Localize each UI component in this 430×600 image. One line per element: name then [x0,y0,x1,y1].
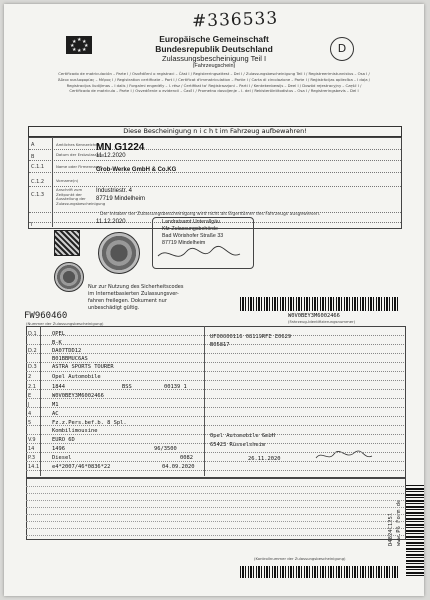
language-line: Certificado de matrícula – Parte I / Osvedčenie o evidencii – Časť I / Prometno dovoljenje – I. del / Rekisteröintitodistus – Osa I / Registreringsbevis – Del I [69,88,359,94]
code-label: 2.1 [28,384,36,390]
table-rule [26,470,404,471]
holder-note: Der Inhaber der Zulassungsbescheinigung wird nicht als Eigentümer des Fahrzeugs ausgewiesen. [100,212,321,217]
authority-line: Bad Wörishofer Straße 33 [162,233,224,239]
language-line: Άδεια κυκλοφορίας – Μέρος I / Registration certificate – Part I / Certificat d'immatriculation – Partie I / Carta di circolazione – Parte I / Reģistrācijas apliecība – I daļa / [57,76,371,82]
right-code-line: UF00000116 08119RFE E0629 [210,334,292,340]
type-code: BSS [122,384,132,390]
version-value: B01BBMUC6AS [52,356,88,362]
field-label: Name oder Firmenname [56,164,102,169]
official-seal-icon [98,232,140,274]
field-label: Vorname(n) [56,178,79,183]
eu-flag-icon: ★ ★ ★ ★ ★ ★ ★ ★ [66,36,92,54]
table-rule [26,335,404,336]
field-code: C.1.3 [31,192,45,198]
issue-date: 26.11.2020 [248,456,281,462]
notes-rule [26,486,404,487]
code-label: 5 [28,420,32,426]
code-label: 4 [28,411,32,417]
security-note [88,284,183,312]
code-label: V.9 [28,437,36,443]
security-seal-icon [54,262,84,292]
security-note-line: Nur zur Nutzung des Sicherheitscodes [88,284,184,290]
type-approval: e4*2007/46*0836*22 [52,464,111,470]
table-rule [26,443,404,444]
code-label: 14.1 [28,464,40,470]
vertical-barcode [406,484,424,576]
vertical-form-text: www.P6 Form de [396,499,402,546]
header-line-2: Bundesrepublik Deutschland [155,44,273,54]
table-rule [26,353,404,354]
table-rule [26,362,404,363]
field-code: C.1.1 [31,164,45,170]
first-registration-value: 11.12.2020 [96,153,126,159]
vertical-serial: D4824C1251 [388,512,394,546]
table-rule [26,434,404,435]
code-label: D.1 [28,331,37,337]
model-value: ASTRA SPORTS TOURER [52,364,114,370]
fuel-code: 0082 [180,455,193,461]
manufacturer-address: 65423 Rüsselsheim [210,442,266,448]
code-label: 2 [28,374,32,380]
table-rule [26,452,404,453]
notes-rule [26,500,404,501]
field-label: Anschrift zum Zeitpunkt der Ausstellung der Zulassungsbescheinigung [56,187,106,206]
authority-line: Kfz-Zulassungsbehörde [162,226,218,232]
handwritten-number: #336533 [191,8,279,32]
language-line: Registracijos liudijimas – I dalis / Forgalmi engedély – I. rész / Ċertifikat ta' Reġistrazzjoni – Parti I / Kentekenbewijs – Deel I / Dowód rejestracyjny – Część I / [66,82,362,88]
manufacturer-name: Opel Automobile GmbH [210,433,275,439]
table-rule [26,416,404,417]
qr-code-icon [54,230,80,256]
type-code-2: 00139 1 [164,384,187,390]
holder-city-value: 87719 Mindelheim [96,196,146,202]
control-barcode [240,566,400,578]
fuel-type: Diesel [52,455,72,461]
security-note-line: unbeschädigt gültig. [88,305,140,311]
vin-value: W0V0BEY3M6002466 [52,393,104,399]
table-rule [26,398,404,399]
holder-name-value: Grob-Werke GmbH & Co.KG [96,167,177,173]
code-label: 14 [28,446,35,452]
table-rule [26,461,404,462]
vin-label: (Fahrzeug-Identifizierungsnummer) [288,319,356,324]
security-note-line: im Internetbasierten Zulassungsver- [88,291,179,297]
notes-rule [26,493,404,494]
vehicle-category: Fz.z.Pers.bef.b. 8 Spl. [52,420,127,426]
body-code: AC [52,411,59,417]
field-label: Amtliches Kennzeichen [56,142,100,147]
type-value: B-K [52,340,62,346]
table-rule [26,380,404,381]
authority-line: 87719 Mindelheim [162,240,206,246]
registration-document [4,4,424,596]
make-value: OPEL [52,331,65,337]
header-line-3: Zulassungsbescheinigung Teil I [161,54,267,63]
notes-rule [26,507,404,508]
header-line-4: (Fahrzeugschein) [192,63,236,69]
document-number: FW960460 [24,311,68,321]
authority-line: Landratsamt Unterallgäu [162,219,221,225]
warning-banner: Diese Bescheinigung n i c h t im Fahrzeug aufbewahren! [28,126,402,137]
holder-street-value: Industriestr. 4 [96,188,133,194]
field-code: A [31,142,35,148]
emission-class: EURO 6D [52,437,75,443]
vin-barcode-text: W0V0BEY3M6002466 [288,313,340,319]
manufacturer-value: Opel Automobile [52,374,101,380]
table-rule [26,389,404,390]
official-signature [154,244,244,266]
license-plate-value: MN G1224 [96,142,145,153]
notes-rule [26,528,404,529]
code-label: P.3 [28,455,36,461]
code-label: J [28,402,30,408]
table-rule [26,344,404,345]
field-label: Datum der Erstzulassung [56,152,104,157]
field-code: B [31,154,35,160]
right-code-line-2: B05817 [210,342,230,348]
document-number-label: (Nummer der Zulassungsbescheinigung) [26,321,104,326]
field-code: I [31,222,33,228]
field-code: C.1.2 [31,179,45,185]
body-type: Kombilimousine [52,428,98,434]
variant-value: DA07TDD12 [52,348,82,354]
registration-date-value: 11.12.2020 [96,219,126,225]
vehicle-class: M1 [52,402,59,408]
notes-rule [26,535,404,536]
country-code-badge: D [330,37,354,61]
code-label: D.3 [28,364,37,370]
multilingual-titles [14,71,414,94]
manufacturer-code: 1844 [52,384,65,390]
code-label: E [28,393,32,399]
language-line: Certificado de matriculación – Parte I / Osvědčení o registraci – Část I / Registreringsattest – Del I / Zulassungsbescheinigung Teil I / Registreerimistunnistus – Osa I / [58,71,370,76]
control-number-label: (Kontrollnummer der Zulassungsbescheinigung) [254,556,346,561]
notes-rule [26,514,404,515]
notes-area [26,478,406,540]
table-rule [26,407,404,408]
code-label: D.2 [28,348,37,354]
notes-rule [26,521,404,522]
security-note-line: fahren freilegen. Dokument nur [88,298,167,304]
displacement: 1496 [52,446,65,452]
power-rpm: 96/3500 [154,446,177,452]
approval-date: 04.09.2020 [162,464,195,470]
table-rule [26,425,404,426]
header-line-1: Europäische Gemeinschaft [159,34,269,44]
table-rule [26,371,404,372]
vin-barcode [240,297,400,311]
